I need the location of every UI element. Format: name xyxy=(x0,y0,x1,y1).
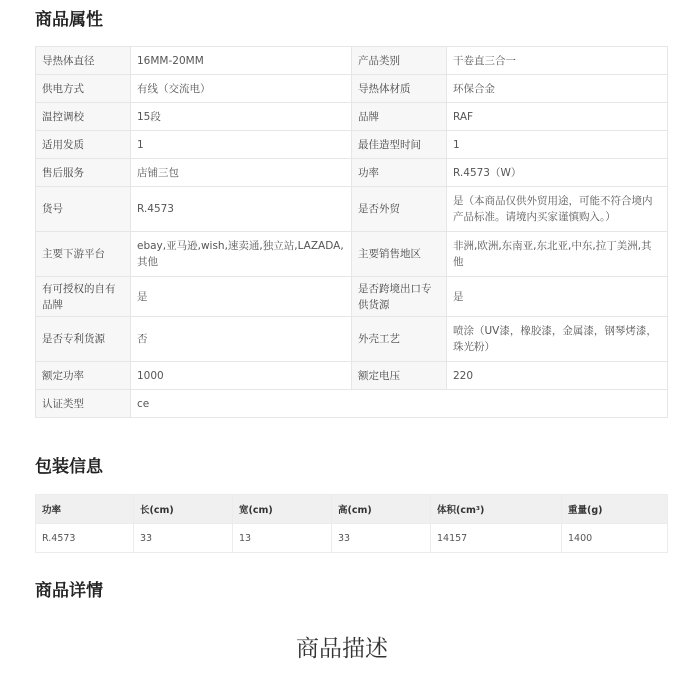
attribute-key: 供电方式 xyxy=(36,75,131,103)
attribute-key: 是否跨境出口专供货源 xyxy=(352,277,447,317)
attribute-value: 1000 xyxy=(131,362,352,390)
attribute-key: 产品类别 xyxy=(352,47,447,75)
attribute-row xyxy=(36,159,668,187)
attribute-value: 1 xyxy=(447,131,668,159)
packaging-cell: 1400 xyxy=(562,524,668,553)
attribute-key: 导热体直径 xyxy=(36,47,131,75)
packaging-header-cell: 宽(cm) xyxy=(233,495,332,524)
attribute-key: 温控调校 xyxy=(36,103,131,131)
attribute-row xyxy=(36,75,668,103)
attribute-value: 店铺三包 xyxy=(131,159,352,187)
packaging-cell: R.4573 xyxy=(36,524,134,553)
attributes-table xyxy=(35,46,668,418)
attribute-key: 品牌 xyxy=(352,103,447,131)
attribute-key: 外壳工艺 xyxy=(352,317,447,362)
attribute-value: R.4573 xyxy=(131,187,352,232)
attribute-value: 1 xyxy=(131,131,352,159)
attribute-value: RAF xyxy=(447,103,668,131)
attribute-row xyxy=(36,277,668,317)
attribute-row xyxy=(36,131,668,159)
attribute-value: 非洲,欧洲,东南亚,东北亚,中东,拉丁美洲,其他 xyxy=(447,232,668,277)
attribute-key: 主要销售地区 xyxy=(352,232,447,277)
attribute-value: R.4573（W） xyxy=(447,159,668,187)
packaging-header-cell: 重量(g) xyxy=(562,495,668,524)
attribute-value: 否 xyxy=(131,317,352,362)
attribute-value: 有线（交流电） xyxy=(131,75,352,103)
packaging-header-cell: 体积(cm³) xyxy=(431,495,562,524)
packaging-header-cell: 功率 xyxy=(36,495,134,524)
attribute-value: 干卷直三合一 xyxy=(447,47,668,75)
attributes-section-title: 商品属性 xyxy=(35,10,103,30)
attribute-key: 功率 xyxy=(352,159,447,187)
attribute-row xyxy=(36,390,668,418)
attribute-key: 是否外贸 xyxy=(352,187,447,232)
packaging-cell: 13 xyxy=(233,524,332,553)
packaging-cell: 14157 xyxy=(431,524,562,553)
attribute-value: 环保合金 xyxy=(447,75,668,103)
packaging-section-title: 包装信息 xyxy=(35,457,103,477)
details-section-title: 商品详情 xyxy=(35,581,103,601)
description-heading: 商品描述 xyxy=(296,636,388,662)
attribute-value: 15段 xyxy=(131,103,352,131)
attribute-key: 最佳造型时间 xyxy=(352,131,447,159)
attribute-row xyxy=(36,317,668,362)
attribute-key: 认证类型 xyxy=(36,390,131,418)
packaging-header-row xyxy=(36,495,668,524)
attribute-key: 适用发质 xyxy=(36,131,131,159)
attribute-key: 额定电压 xyxy=(352,362,447,390)
attribute-row xyxy=(36,103,668,131)
attribute-key: 主要下游平台 xyxy=(36,232,131,277)
packaging-cell: 33 xyxy=(134,524,233,553)
attribute-key: 货号 xyxy=(36,187,131,232)
attribute-value: 喷涂（UV漆，橡胶漆，金属漆，钢琴烤漆，珠光粉） xyxy=(447,317,668,362)
attribute-value: 是（本商品仅供外贸用途，可能不符合境内产品标准。请境内买家谨慎购入。） xyxy=(447,187,668,232)
attribute-key: 有可授权的自有品牌 xyxy=(36,277,131,317)
attribute-key: 是否专利货源 xyxy=(36,317,131,362)
attribute-value: 是 xyxy=(131,277,352,317)
attribute-value: 是 xyxy=(447,277,668,317)
attribute-value: 16MM-20MM xyxy=(131,47,352,75)
packaging-cell: 33 xyxy=(332,524,431,553)
packaging-row xyxy=(36,524,668,553)
attribute-value: ebay,亚马逊,wish,速卖通,独立站,LAZADA,其他 xyxy=(131,232,352,277)
packaging-header-cell: 高(cm) xyxy=(332,495,431,524)
attribute-row xyxy=(36,232,668,277)
attribute-key: 额定功率 xyxy=(36,362,131,390)
attribute-value: ce xyxy=(131,390,668,418)
attribute-value: 220 xyxy=(447,362,668,390)
attribute-key: 导热体材质 xyxy=(352,75,447,103)
packaging-header-cell: 长(cm) xyxy=(134,495,233,524)
attribute-row xyxy=(36,362,668,390)
attribute-row xyxy=(36,187,668,232)
attribute-key: 售后服务 xyxy=(36,159,131,187)
packaging-table xyxy=(35,494,668,553)
attribute-row xyxy=(36,47,668,75)
